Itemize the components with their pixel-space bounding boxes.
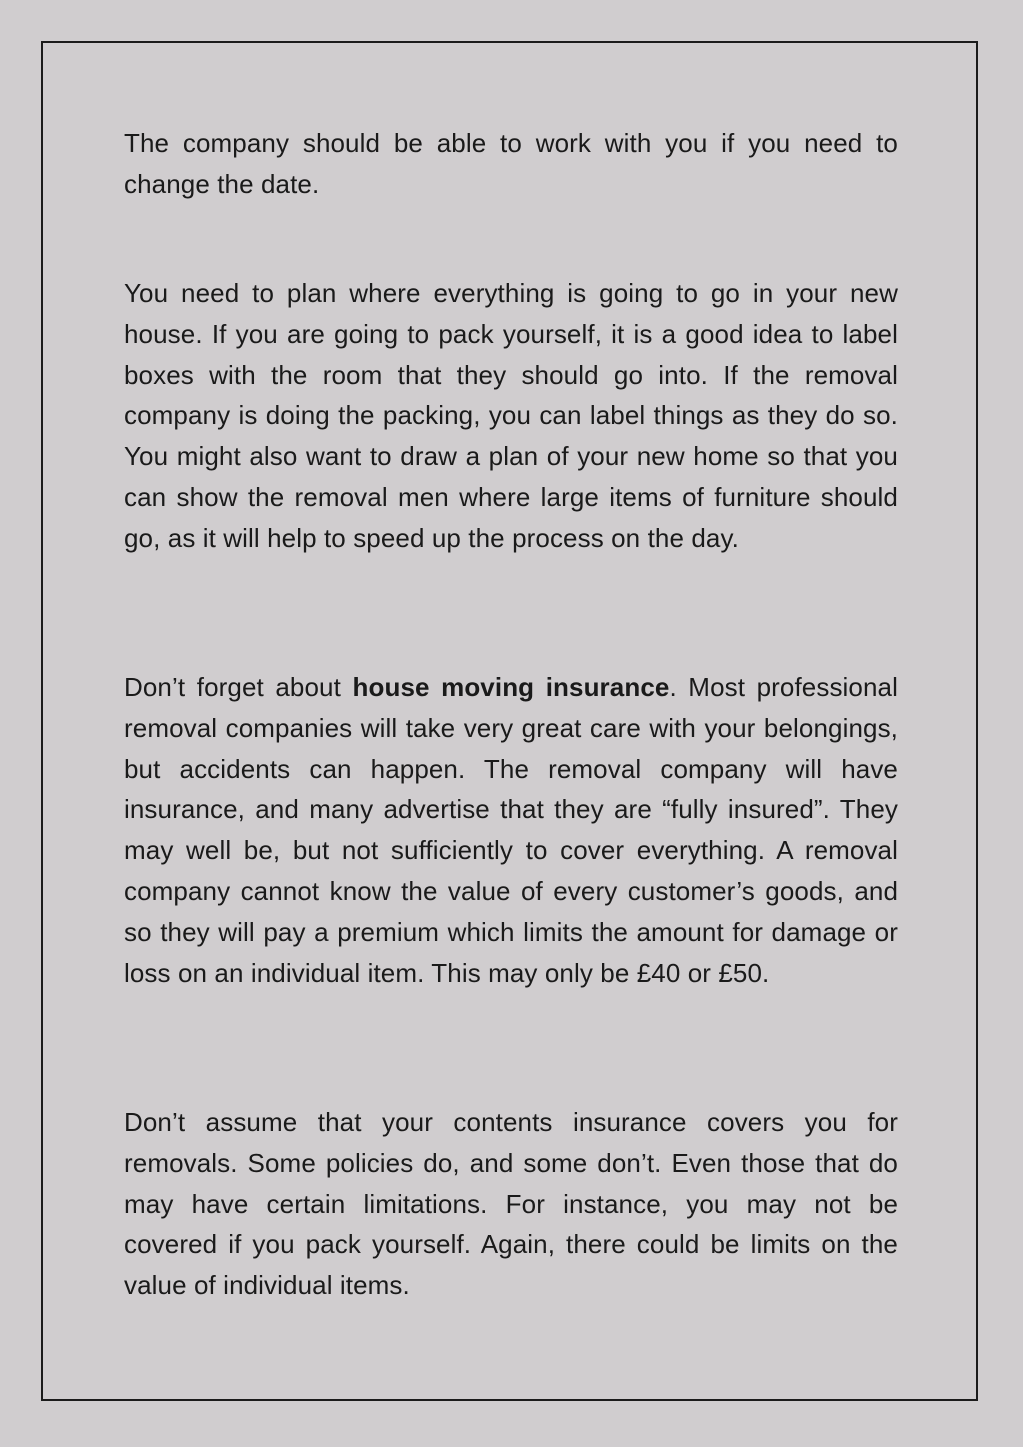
house-moving-insurance-link[interactable]: house moving insurance (352, 672, 670, 702)
paragraph-moving-insurance-body: . Most professional removal companies will take very great care with your belongings, but accidents can happen. The removal company will have insurance, and many advertise that they are “fully insured”. They may well be, but not sufficiently to cover everything. A removal company cannot know the value of every customer’s goods, and so they will pay a premium which limits the amount for damage or loss on an individual item. This may only be £40 or £50. (124, 672, 898, 988)
paragraph-moving-insurance-intro: Don’t forget about (124, 672, 353, 702)
paragraph-contents-insurance: Don’t assume that your contents insurance covers you for removals. Some policies do, and some don’t. Even those that do may have certain limitations. For instance, you may not be covered if you pack yourself. Again, there could be limits on the value of individual items. (124, 1107, 898, 1301)
paragraph-moving-insurance (124, 667, 898, 993)
paragraph-change-date: The company should be able to work with you if you need to change the date. (124, 128, 898, 199)
paragraph-plan-new-house: You need to plan where everything is going to go in your new house. If you are going to pack yourself, it is a good idea to label boxes with the room that they should go into. If the removal company is doing the packing, you can label things as they do so. You might also want to draw a plan of your new home so that you can show the removal men where large items of furniture should go, as it will help to speed up the process on the day. (124, 278, 898, 553)
